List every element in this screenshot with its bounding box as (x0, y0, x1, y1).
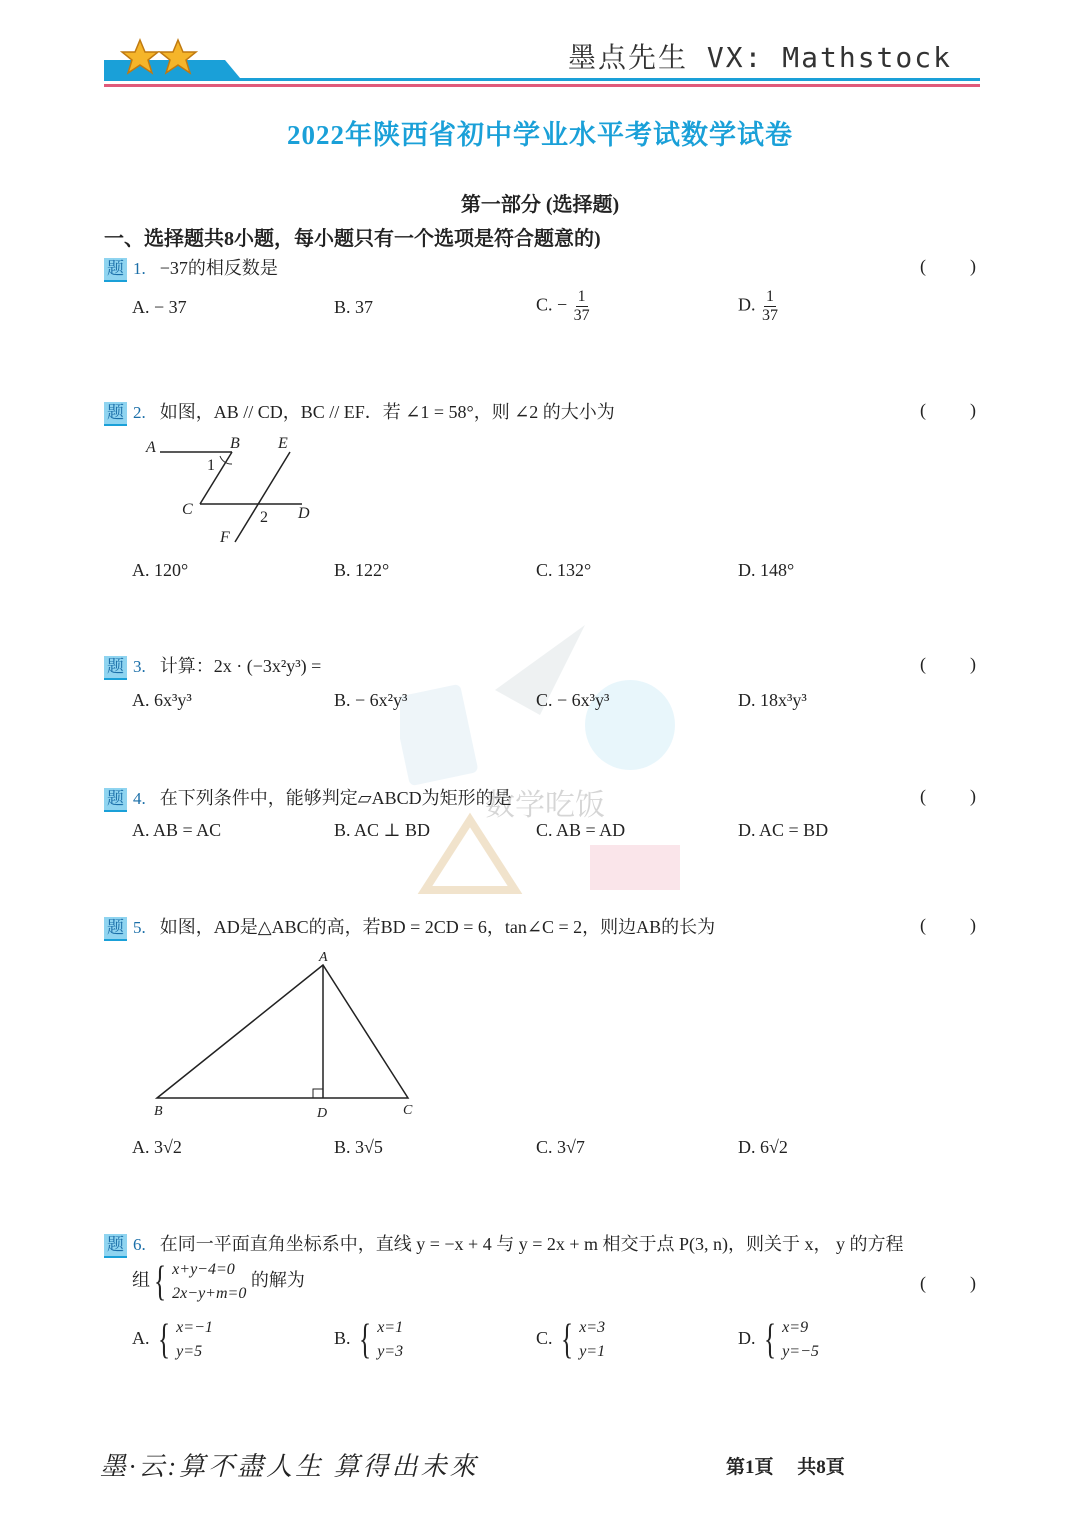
option-a[interactable]: A. AB = AC (132, 820, 222, 840)
question-1 (104, 254, 278, 282)
point-label: D (317, 1106, 328, 1121)
question-number: 3. (133, 657, 146, 676)
answer-paren: ( ) (920, 256, 976, 276)
point-label: A (319, 950, 328, 965)
part-title: 第一部分 (选择题) (460, 194, 620, 216)
question-tag: 题 (104, 656, 127, 680)
option-d[interactable]: D. { x=9 y=−5 (738, 1317, 819, 1363)
question-number: 5. (133, 918, 146, 937)
option-b[interactable]: B. 3√5 (334, 1137, 383, 1157)
page-number: 第1頁 共8頁 (726, 1457, 845, 1478)
answer-paren: ( ) (920, 1273, 976, 1293)
point-label: B (154, 1104, 163, 1119)
point-label: D (298, 505, 310, 522)
question-tag: 题 (104, 402, 127, 426)
option-d[interactable]: D. $\frac{1}{37}$ (738, 288, 778, 324)
option-d[interactable]: D. 18x³y³ (738, 690, 807, 710)
option-c[interactable]: C. { x=3 y=1 (536, 1317, 606, 1363)
option-b[interactable]: B. − 6x²y³ (334, 690, 408, 710)
option-b[interactable]: B. { x=1 y=3 (334, 1317, 404, 1363)
answer-paren: ( ) (920, 400, 976, 420)
option-d[interactable]: D. AC = BD (738, 820, 829, 840)
point-label: F (220, 529, 230, 546)
option-c[interactable]: C. − $\frac{1}{37}$ (536, 288, 590, 324)
question-stem-continued: 组 { x+y−4=0 2x−y+m=0 的解为 (132, 1259, 305, 1305)
triangle-figure (140, 945, 430, 1125)
option-c[interactable]: C. − 6x³y³ (536, 690, 610, 710)
option-b[interactable]: B. AC ⊥ BD (334, 820, 430, 840)
point-label: E (278, 435, 288, 452)
question-5 (104, 913, 715, 941)
option-c[interactable]: C. 132° (536, 560, 592, 580)
angle-label: 1 (207, 457, 215, 474)
question-3 (104, 652, 321, 680)
question-tag: 题 (104, 788, 127, 812)
option-c[interactable]: C. 3√7 (536, 1137, 585, 1157)
option-d[interactable]: D. 6√2 (738, 1137, 788, 1157)
section-title: 一、选择题共8小题，每小题只有一个选项是符合题意的) (104, 228, 601, 250)
option-a[interactable]: A. 3√2 (132, 1137, 182, 1157)
question-number: 1. (133, 259, 146, 278)
question-2 (104, 398, 615, 426)
question-tag: 题 (104, 258, 127, 282)
question-stem: 在下列条件中，能够判定▱ABCD为矩形的是 (159, 788, 512, 808)
option-a[interactable]: A. 120° (132, 560, 189, 580)
point-label: A (146, 439, 156, 456)
option-a[interactable]: A. 6x³y³ (132, 690, 192, 710)
watermark-logo (400, 620, 700, 910)
question-number: 6. (133, 1235, 146, 1254)
question-stem: −37的相反数是 (159, 258, 278, 278)
option-c[interactable]: C. AB = AD (536, 820, 626, 840)
question-stem: 在同一平面直角坐标系中，直线 y = −x + 4 与 y = 2x + m 相交于点 P(3, n)，则关于 x， y 的方程 (159, 1234, 904, 1254)
option-a[interactable]: A. { x=−1 y=5 (132, 1317, 213, 1363)
question-tag: 题 (104, 917, 127, 941)
option-d[interactable]: D. 148° (738, 560, 795, 580)
question-number: 4. (133, 789, 146, 808)
question-6 (104, 1230, 904, 1258)
question-4 (104, 784, 512, 812)
question-tag: 题 (104, 1234, 127, 1258)
option-b[interactable]: B. 37 (334, 297, 374, 317)
header-brand: 墨点先生 VX: Mathstock (567, 41, 952, 74)
answer-paren: ( ) (920, 786, 976, 806)
angle-label: 2 (260, 509, 268, 526)
point-label: C (403, 1103, 413, 1118)
option-a[interactable]: A. − 37 (132, 297, 187, 317)
question-stem: 计算：2x · (−3x²y³) = (159, 656, 322, 676)
answer-paren: ( ) (920, 915, 976, 935)
parallel-lines-figure (140, 430, 340, 550)
footer-motto: 墨·云:算不盡人生 算得出未來 (100, 1452, 479, 1481)
question-number: 2. (133, 403, 146, 422)
option-b[interactable]: B. 122° (334, 560, 390, 580)
point-label: C (182, 501, 193, 518)
watermark-text: 数学吃饭 (485, 789, 605, 822)
page-title: 2022年陕西省初中学业水平考试数学试卷 (287, 120, 793, 150)
point-label: B (230, 435, 240, 452)
answer-paren: ( ) (920, 654, 976, 674)
question-stem: 如图，AD是△ABC的高，若BD = 2CD = 6，tan∠C = 2，则边AB的长为 (159, 917, 716, 937)
question-stem: 如图，AB // CD，BC // EF．若 ∠1 = 58°，则 ∠2 的大小为 (159, 402, 615, 422)
